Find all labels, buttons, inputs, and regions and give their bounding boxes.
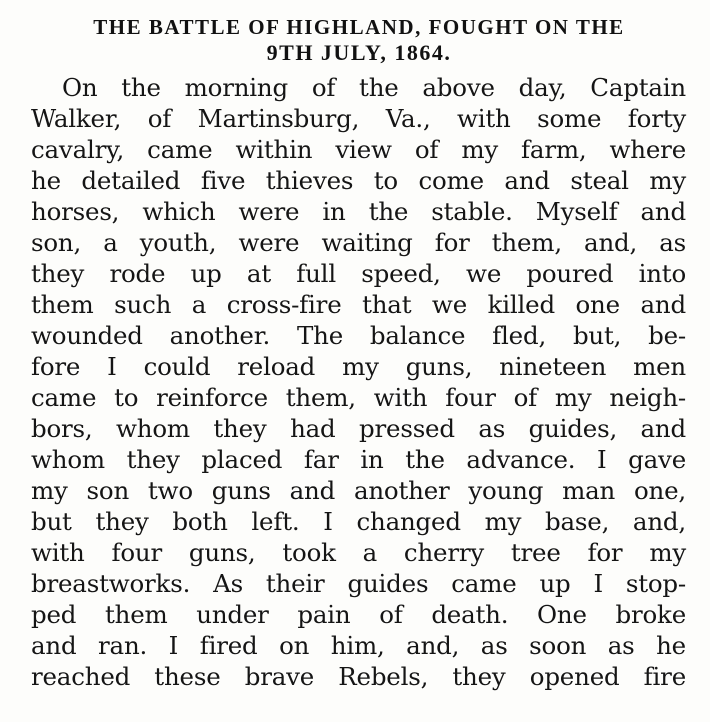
body-line: with four guns, took a cherry tree for my [31, 538, 686, 567]
body-line: reached these brave Rebels, they opened fire [31, 662, 686, 691]
body-line: son, a youth, were waiting for them, and, as [31, 228, 686, 257]
body-line: came to reinforce them, with four of my neigh- [31, 383, 686, 412]
body-line: fore I could reload my guns, nineteen men [31, 352, 686, 381]
body-line: On the morning of the above day, Captain [62, 73, 686, 102]
body-line: them such a cross-fire that we killed one and [31, 290, 686, 319]
body-line: ped them under pain of death. One broke [31, 600, 686, 629]
body-line: and ran. I fired on him, and, as soon as he [31, 631, 686, 660]
body-line: whom they placed far in the advance. I gave [31, 445, 686, 474]
body-line: he detailed five thieves to come and steal my [31, 166, 686, 195]
body-line: Walker, of Martinsburg, Va., with some forty [31, 104, 686, 133]
body-line: bors, whom they had pressed as guides, and [31, 414, 686, 443]
body-line: my son two guns and another young man one, [31, 476, 686, 505]
body-line: wounded another. The balance fled, but, be- [31, 321, 686, 350]
headline-line-1: THE BATTLE OF HIGHLAND, FOUGHT ON THE [93, 15, 625, 39]
body-line: but they both left. I changed my base, and, [31, 507, 686, 536]
body-line: horses, which were in the stable. Myself and [31, 197, 686, 226]
body-line: cavalry, came within view of my farm, where [31, 135, 686, 164]
headline-line-2: 9TH JULY, 1864. [266, 40, 452, 65]
body-line: breastworks. As their guides came up I stop- [31, 569, 686, 598]
body-line: they rode up at full speed, we poured into [31, 259, 686, 288]
